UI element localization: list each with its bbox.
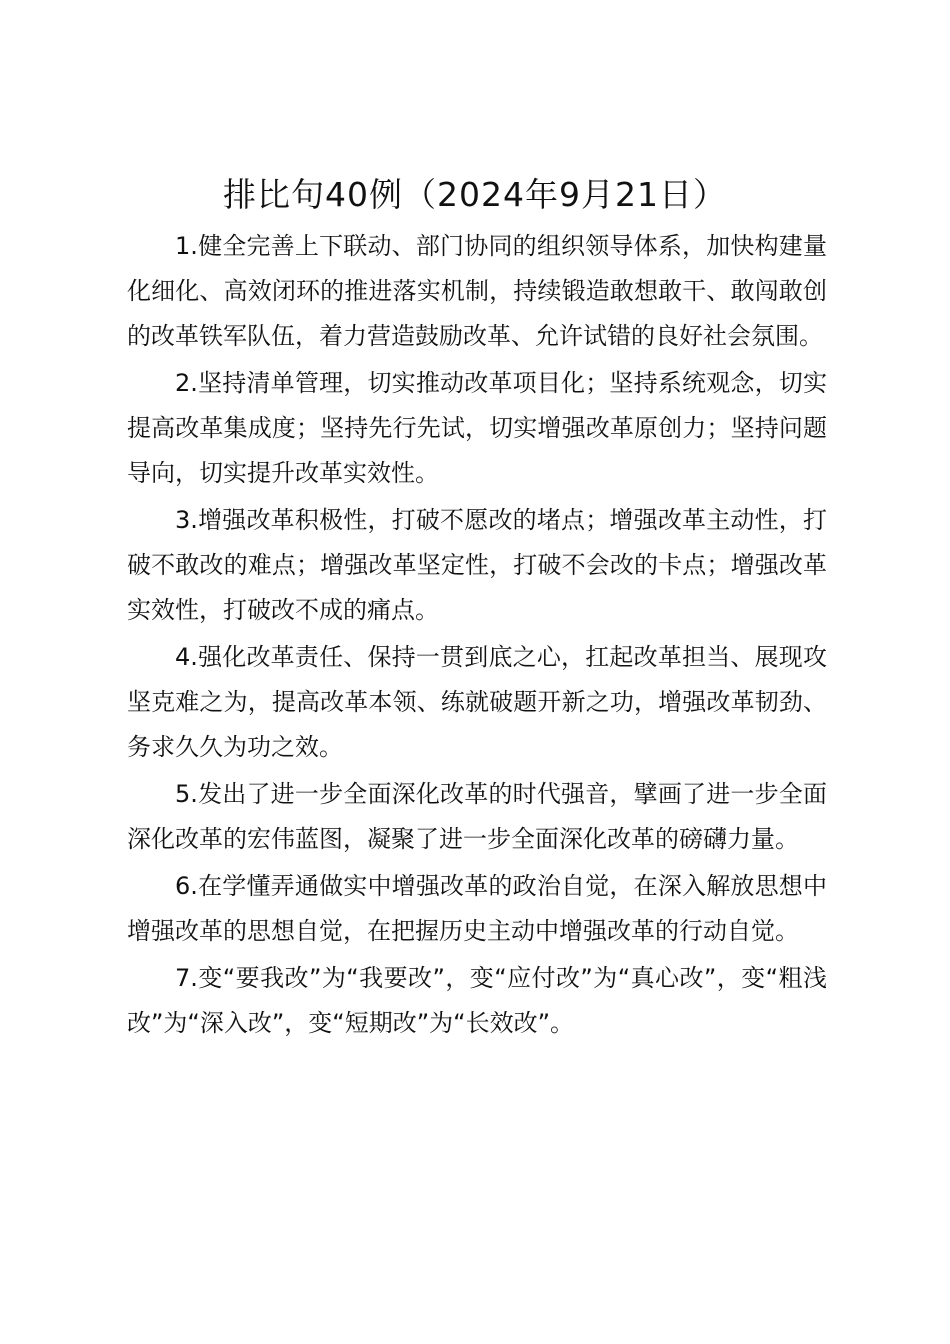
document-body <box>127 224 827 1048</box>
paragraph-7: 7.变“要我改”为“我要改”，变“应付改”为“真心改”，变“粗浅改”为“深入改”，变“短期改”为“长效改”。 <box>127 964 827 1037</box>
paragraph-1: 1.健全完善上下联动、部门协同的组织领导体系，加快构建量化细化、高效闭环的推进落实机制，持续锻造敢想敢干、敢闯敢创的改革铁军队伍，着力营造鼓励改革、允许试错的良好社会氛围。 <box>127 232 827 350</box>
paragraph-3: 3.增强改革积极性，打破不愿改的堵点；增强改革主动性，打破不敢改的难点；增强改革坚定性，打破不会改的卡点；增强改革实效性，打破改不成的痛点。 <box>127 506 827 624</box>
paragraph-4: 4.强化改革责任、保持一贯到底之心，扛起改革担当、展现攻坚克难之为，提高改革本领、练就破题开新之功，增强改革韧劲、务求久久为功之效。 <box>127 643 827 761</box>
document-title: 排比句40例（2024年9月21日） <box>223 175 727 214</box>
paragraph-5: 5.发出了进一步全面深化改革的时代强音，擘画了进一步全面深化改革的宏伟蓝图，凝聚了进一步全面深化改革的磅礴力量。 <box>127 780 827 853</box>
paragraph-6: 6.在学懂弄通做实中增强改革的政治自觉，在深入解放思想中增强改革的思想自觉，在把握历史主动中增强改革的行动自觉。 <box>127 872 827 945</box>
paragraph-2: 2.坚持清单管理，切实推动改革项目化；坚持系统观念，切实提高改革集成度；坚持先行先试，切实增强改革原创力；坚持问题导向，切实提升改革实效性。 <box>127 369 827 487</box>
